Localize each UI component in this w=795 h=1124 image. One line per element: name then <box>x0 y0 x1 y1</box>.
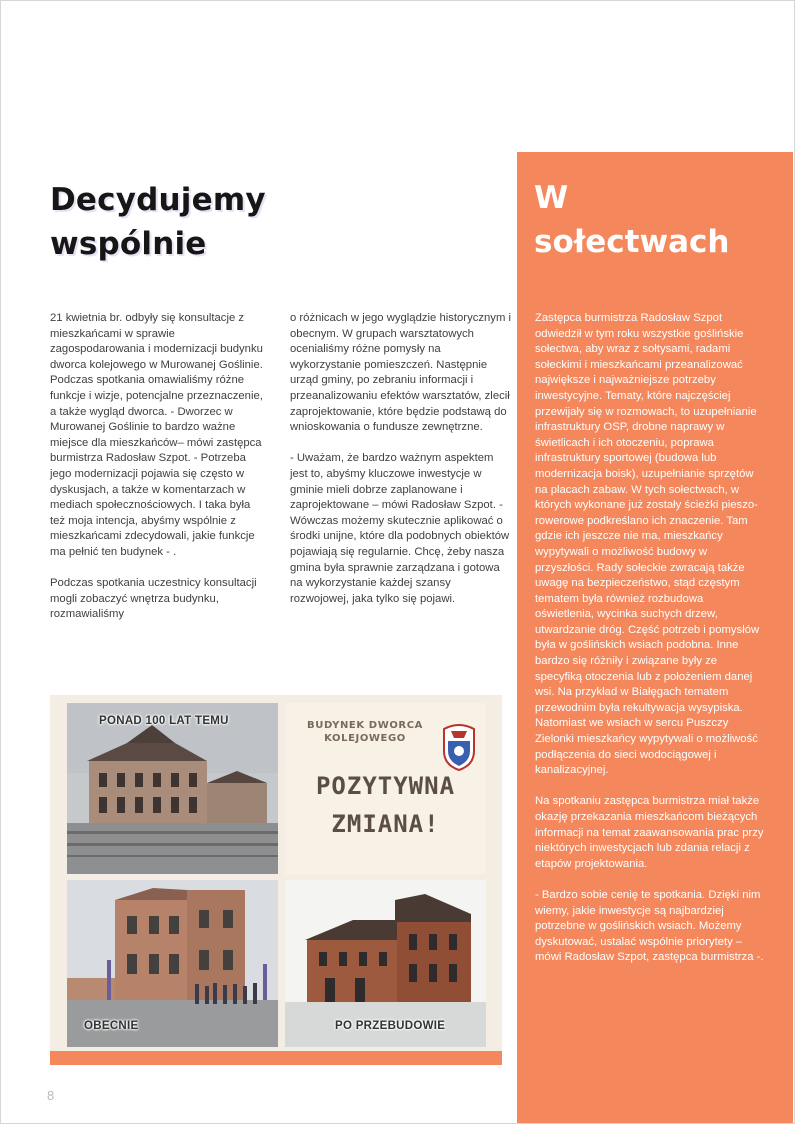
poster-title-line-2: KOLEJOWEGO <box>324 733 406 744</box>
station-collage <box>50 695 502 1065</box>
poster-headline-line-1: POZYTYWNA <box>315 772 456 800</box>
caption-now: OBECNIE <box>84 1020 139 1032</box>
poster-title-line-1: BUDYNEK DWORCA <box>307 720 423 731</box>
article-paragraph: - Uważam, że bardzo ważnym aspektem jest to, abyśmy kluczowe inwestycje w gminie mieli dobrze zaplanowane i zaprojektowane – mówi Radosław Szpot. - Wówczas możemy skutecznie aplikować o środki unijne, które dla podobnych obiektów pojawiają się regularnie. Chcę, żeby nasza gmina była sprawnie zarządzana i gotowa na wykorzystanie każdej szansy rozwojowej, jaka tylko się pojawi. <box>290 452 510 605</box>
sidebar-paragraph: Zastępca burmistrza Radosław Szpot odwiedził w tym roku wszystkie goślińskie sołectwa, aby wraz z sołtysami, radami sołeckimi i mieszkańcami przeanalizować największe i najważniejsze potrzeby inwestycyjne. Tematy, które najczęściej przewijały się w rozmowach, to uzupełnianie infrastruktury OSP, drobne naprawy w świetlicach i ich otoczeniu, poprawa infrastruktury sportowej (budowa lub modernizacja boisk), uzupełnianie sprzętów na placach zabaw. W tych sołectwach, w których wykonane już zostały ścieżki pieszo-rowerowe podkreślano ich znaczenie. Tam gdzie ich jeszcze nie ma, mieszkańcy wypytywali o możliwość budowy w przyszłości. Rady sołeckie zwracają także uwagę na bezpieczeństwo, stąd częstym tematem była również rozbudowa oświetlenia, wycinka suchych drzew, utwardzanie dróg. Część potrzeb i pomysłów była w goślińskich wsiach podobna. Inne bardzo się różniły i związane były ze specyfiką otoczenia lub z położeniem danej wsi. Na przykład w Białęgach tematem przewodnim była rekultywacja wysypiska. Natomiast we wsiach w sercu Puszczy Zielonki mieszkańcy wypytywali o możliwość podłączenia do sieci wodociągowej i kanalizacyjnej. <box>535 312 760 777</box>
sidebar-paragraph: - Bardzo sobie cenię te spotkania. Dzięki nim wiemy, jakie inwestycje są najbardziej potrzebne w goślińskich wsiach. Możemy dyskutować, ustalać wspólnie priorytety – mówi Radosław Szpot, zastępca burmistrza -. <box>535 888 764 964</box>
poster-headline-line-2: ZMIANA! <box>331 810 440 838</box>
headline-line-2: wspólnie <box>50 226 207 262</box>
page-number: 8 <box>47 1088 55 1103</box>
article-paragraph: Podczas spotkania uczestnicy konsultacji mogli zobaczyć wnętrza budynku, rozmawialiśmy <box>50 577 257 621</box>
article-column-1 <box>50 311 265 638</box>
sidebar-text <box>535 311 765 982</box>
article-paragraph: o różnicach w jego wyglądzie historycznym i obecnym. W grupach warsztatowych ocenialiśmy różne pomysły na wykorzystanie pomieszczeń. Następnie urząd gminy, po zebraniu informacji i przeanalizowaniu efektów warsztatów, zlecił zaprojektowanie, które będzie podstawą do wnioskowania o fundusze zewnętrzne. <box>290 312 512 434</box>
caption-after: PO PRZEBUDOWIE <box>335 1020 446 1032</box>
coat-of-arms-icon <box>440 723 478 771</box>
historic-station-photo <box>67 703 278 874</box>
sidebar-title-line-2: sołectwach <box>534 224 730 260</box>
article-column-2 <box>290 311 512 623</box>
sidebar-title <box>534 176 729 264</box>
article-paragraph: 21 kwietnia br. odbyły się konsultacje z mieszkańcami w sprawie zagospodarowania i modernizacji budynku dworca kolejowego w Murowanej Goślinie. Podczas spotkania omawialiśmy różne funkcje i wizje, potencjalne przeznaczenie, a także wygląd dworca. - Dworzec w Murowanej Goślinie to bardzo ważne miejsce dla mieszkańców– mówi zastępca burmistrza Radosław Szpot. - Potrzeba jego modernizacji pojawia się często w dyskusjach, a także w komentarzach w mediach społecznościowych. I taka była też moja intencja, abyśmy wspólnie z mieszkańcami zdecydowali, jakie funkcje ma pełnić ten budynek - . <box>50 312 263 558</box>
headline-line-1: Decydujemy <box>50 182 266 218</box>
sidebar-paragraph: Na spotkaniu zastępca burmistrza miał także okazję przekazania mieszkańcom bieżących informacji na temat zaawansowania prac przy niektórych inwestycjach lub zdania relacji z etapów projektowania. <box>535 795 764 870</box>
sidebar-title-line-1: W <box>534 180 569 216</box>
renovated-station-render <box>285 880 486 1047</box>
current-station-photo <box>67 880 278 1047</box>
collage-accent-bar <box>50 1051 502 1065</box>
caption-past: PONAD 100 LAT TEMU <box>99 715 229 727</box>
change-poster <box>285 703 486 874</box>
page-headline <box>50 178 266 266</box>
